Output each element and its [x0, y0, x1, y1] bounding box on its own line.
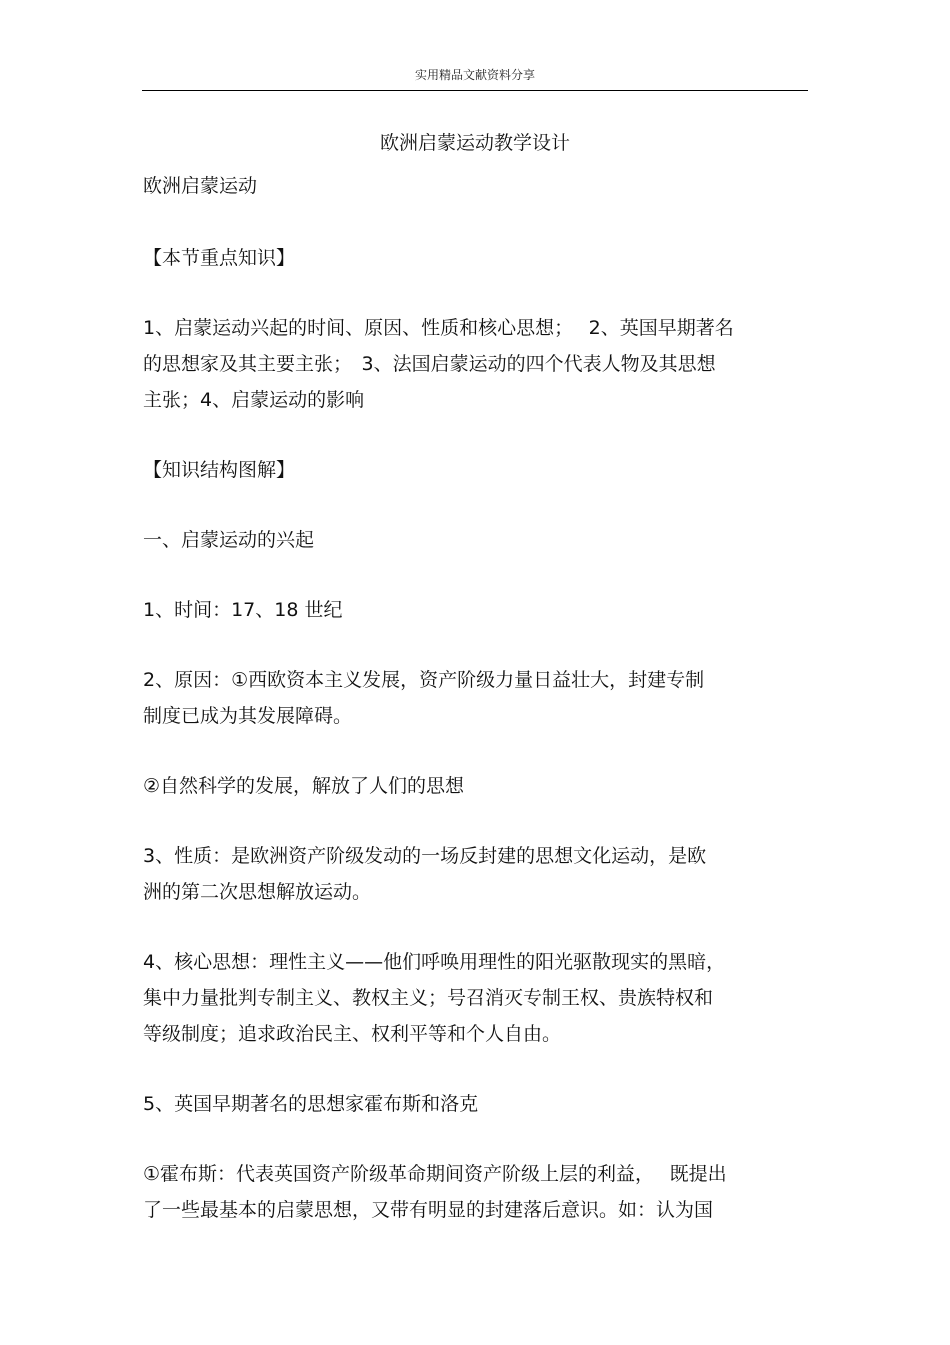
key-points-line-3: 主张；4、启蒙运动的影响 — [143, 389, 365, 411]
part1-heading: 一、启蒙运动的兴起 — [143, 529, 315, 551]
cause2-paragraph: ②自然科学的发展，解放了人们的思想 — [143, 775, 465, 797]
nature-line-2: 洲的第二次思想解放运动。 — [143, 881, 372, 903]
hobbes-line-2: 了一些最基本的启蒙思想，又带有明显的封建落后意识。如：认为国 — [143, 1199, 714, 1221]
core-line-1: 4、核心思想：理性主义——他们呼唤用理性的阳光驱散现实的黑暗， — [143, 951, 726, 973]
thinkers-paragraph: 5、英国早期著名的思想家霍布斯和洛克 — [143, 1093, 479, 1115]
section-heading-structure: 【知识结构图解】 — [143, 459, 296, 481]
header-divider — [142, 90, 808, 91]
subtitle: 欧洲启蒙运动 — [143, 175, 258, 197]
document-title: 欧洲启蒙运动教学设计 — [379, 132, 570, 154]
time-paragraph: 1、时间：17、18 世纪 — [143, 599, 343, 621]
section-heading-key-knowledge: 【本节重点知识】 — [143, 247, 296, 269]
hobbes-line-1: ①霍布斯：代表英国资产阶级革命期间资产阶级上层的利益， 既提出 — [143, 1163, 727, 1185]
cause-line-1: 2、原因：①西欧资本主义发展，资产阶级力量日益壮大，封建专制 — [143, 669, 705, 691]
core-line-2: 集中力量批判专制主义、教权主义；号召消灭专制王权、贵族特权和 — [143, 987, 714, 1009]
key-points-line-1: 1、启蒙运动兴起的时间、原因、性质和核心思想； 2、英国早期著名 — [143, 317, 734, 339]
nature-line-1: 3、性质：是欧洲资产阶级发动的一场反封建的思想文化运动，是欧 — [143, 845, 707, 867]
key-points-line-2: 的思想家及其主要主张； 3、法国启蒙运动的四个代表人物及其思想 — [143, 353, 716, 375]
page-header: 实用精品文献资料分享 — [414, 68, 535, 82]
core-line-3: 等级制度；追求政治民主、权利平等和个人自由。 — [143, 1023, 562, 1045]
cause-line-2: 制度已成为其发展障碍。 — [143, 705, 353, 727]
